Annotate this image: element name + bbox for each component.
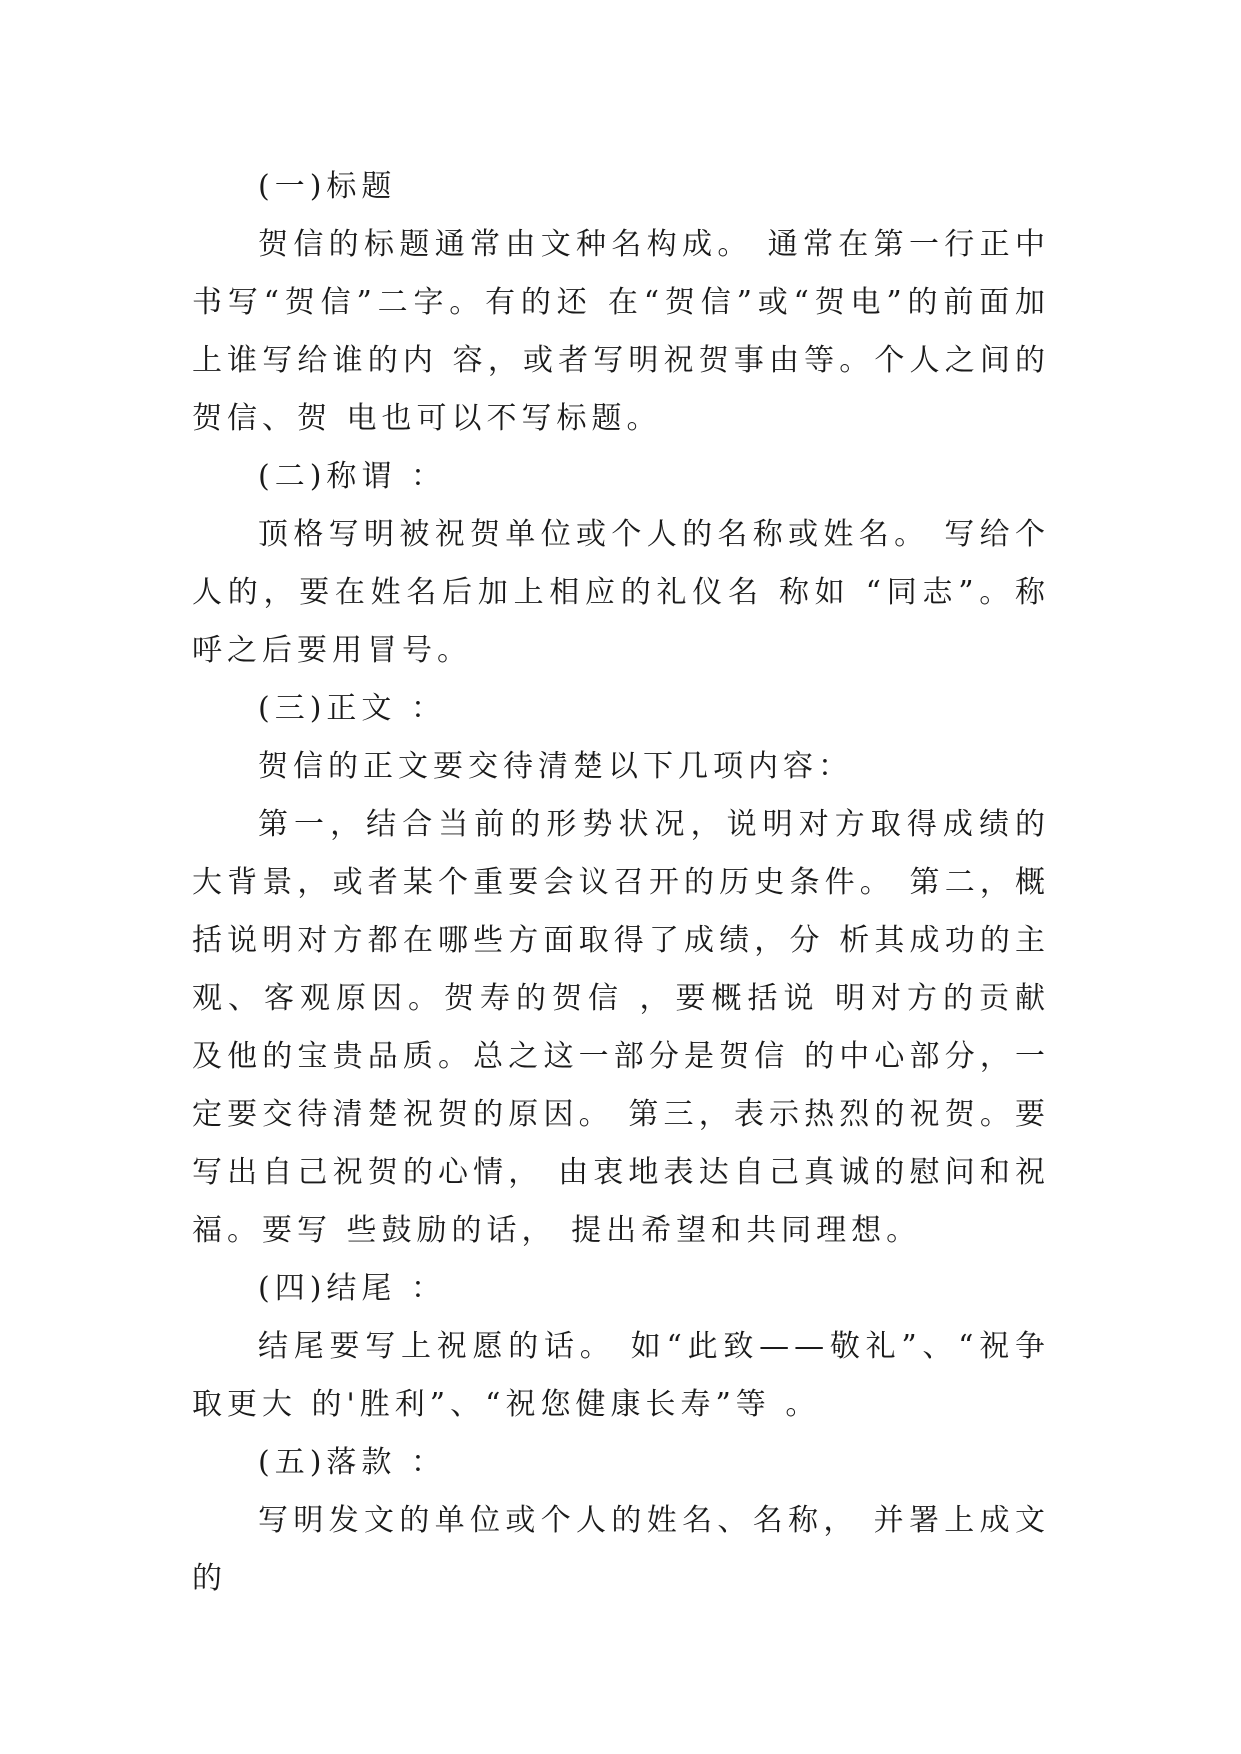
section-heading-ending: (四)结尾 ： bbox=[258, 1271, 446, 1306]
section-body-signature: 写明发文的单位或个人的姓名、名称， 并署上成文的 bbox=[192, 1503, 1050, 1596]
section-heading-signature: (五)落款 ： bbox=[258, 1445, 446, 1480]
section-heading-salutation: (二)称谓 ： bbox=[258, 459, 446, 494]
section-body-main-text: 第一，结合当前的形势状况，说明对方取得成绩的 大背景，或者某个重要会议召开的历史条件。 第二，概括说明对方都在哪些方面取得了成绩，分 析其成功的主观、客观原因。贺寿的贺信 ，要概括说 明对方的贡献及他的宝贵品质。总之这一部分是贺信 的中心部分，一定要交待清楚祝贺的原因。 第三，表示热烈的祝贺。要写出自己祝贺的心情， 由衷地表达自己真诚的慰问和祝福。要写 些鼓励的话， 提出希望和共同理想。 bbox=[192, 807, 1050, 1248]
section-body-salutation: 顶格写明被祝贺单位或个人的名称或姓名。 写给个人的，要在姓名后加上相应的礼仪名 称如 “同志”。称呼之后要用冒号。 bbox=[192, 517, 1050, 668]
section-body-ending: 结尾要写上祝愿的话。 如“此致——敬礼”、“祝争取更大 的'胜利”、“祝您健康长寿”等 。 bbox=[192, 1329, 1050, 1422]
section-heading-main-text: (三)正文 ： bbox=[258, 691, 446, 726]
document-page bbox=[192, 158, 1050, 1608]
section-body-main-text-intro: 贺信的正文要交待清楚以下几项内容： bbox=[258, 749, 853, 784]
section-heading-title: (一)标题 bbox=[258, 169, 397, 204]
section-body-title: 贺信的标题通常由文种名构成。 通常在第一行正中书写“贺信”二字。有的还 在“贺信”或“贺电”的前面加上谁写给谁的内 容，或者写明祝贺事由等。个人之间的贺信、贺 电也可以不写标题。 bbox=[192, 227, 1050, 436]
